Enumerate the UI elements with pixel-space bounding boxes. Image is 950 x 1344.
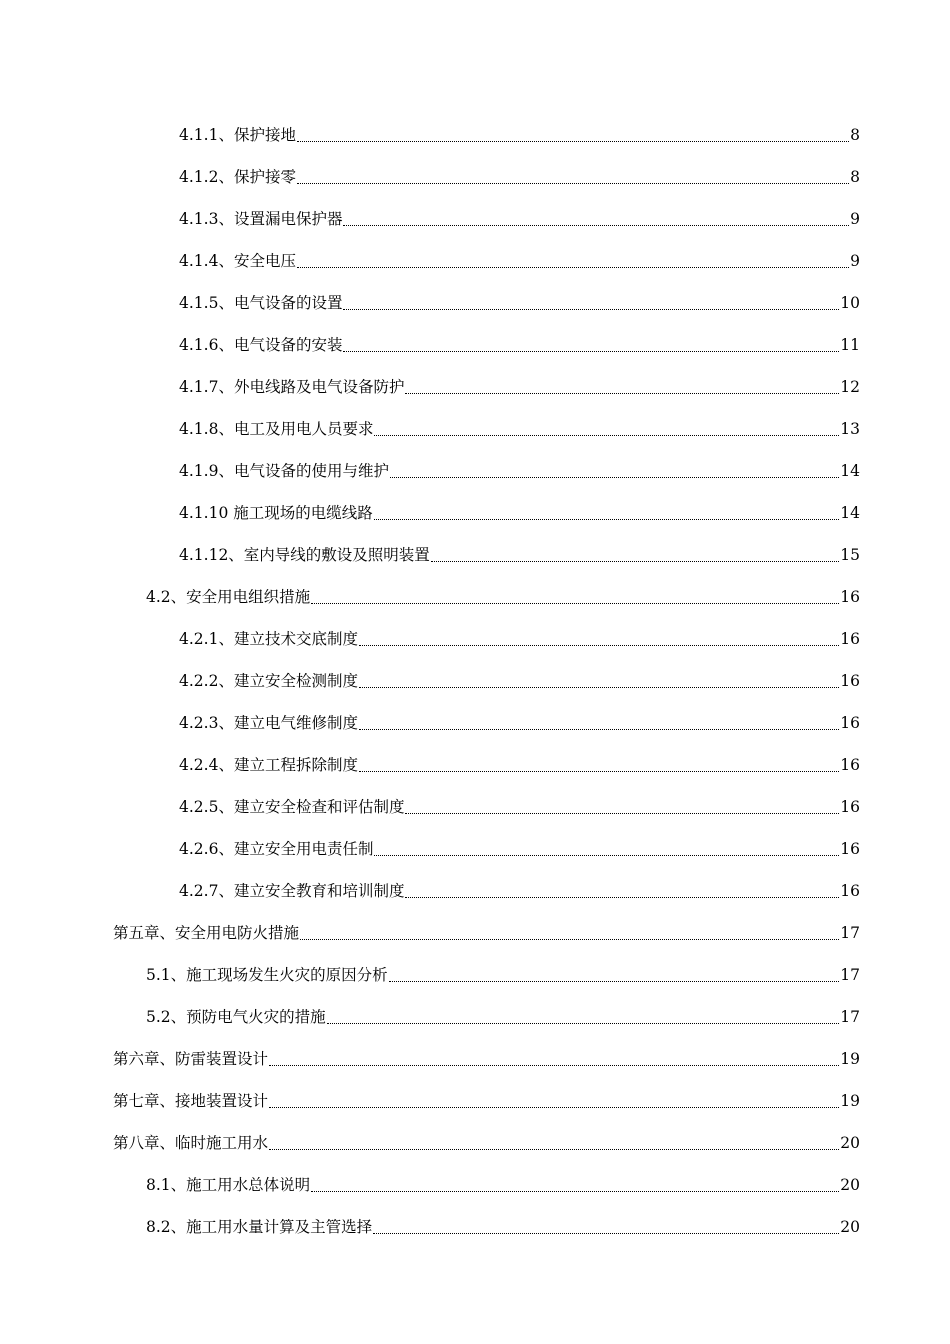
toc-entry-label: 4.1.8、电工及用电人员要求 (179, 420, 374, 438)
dot-leader (269, 1064, 839, 1066)
toc-entry-label: 8.2、施工用水量计算及主管选择 (146, 1218, 373, 1236)
toc-entry-page-number: 14 (840, 462, 860, 480)
toc-entry-page-number: 20 (840, 1134, 860, 1152)
toc-entry-label: 4.1.6、电气设备的安装 (179, 336, 343, 354)
toc-entry-page-number: 12 (840, 378, 860, 396)
toc-entry-label: 4.1.10 施工现场的电缆线路 (179, 504, 373, 522)
toc-entry-label: 4.1.5、电气设备的设置 (179, 294, 343, 312)
toc-entry-page-number: 8 (850, 126, 860, 144)
toc-entry[interactable] (0, 240, 950, 282)
toc-entry-label: 4.2.3、建立电气维修制度 (179, 714, 358, 732)
toc-entry-label: 第五章、安全用电防火措施 (113, 924, 300, 942)
toc-entry[interactable] (0, 1080, 950, 1122)
dot-leader (311, 1190, 839, 1192)
toc-entry[interactable] (0, 912, 950, 954)
toc-entry-label: 4.1.4、安全电压 (179, 252, 296, 270)
toc-entry[interactable] (0, 492, 950, 534)
dot-leader (374, 854, 839, 856)
toc-entry-label: 4.1.2、保护接零 (179, 168, 296, 186)
toc-entry[interactable] (0, 324, 950, 366)
toc-entry[interactable] (0, 576, 950, 618)
toc-entry-page-number: 17 (840, 966, 860, 984)
toc-entry-page-number: 14 (840, 504, 860, 522)
toc-entry-page-number: 16 (840, 798, 860, 816)
dot-leader (343, 350, 839, 352)
toc-entry-page-number: 9 (850, 252, 860, 270)
toc-entry-page-number: 20 (840, 1176, 860, 1194)
toc-entry[interactable] (0, 702, 950, 744)
toc-entry-page-number: 17 (840, 924, 860, 942)
toc-entry[interactable] (0, 282, 950, 324)
toc-entry-page-number: 13 (840, 420, 860, 438)
toc-entry-page-number: 16 (840, 714, 860, 732)
toc-entry-label: 4.1.3、设置漏电保护器 (179, 210, 343, 228)
toc-entry-page-number: 15 (840, 546, 860, 564)
dot-leader (390, 476, 839, 478)
toc-entry-label: 第七章、接地装置设计 (113, 1092, 269, 1110)
dot-leader (297, 182, 849, 184)
dot-leader (405, 896, 839, 898)
toc-entry-page-number: 16 (840, 588, 860, 606)
toc-entry-label: 4.2.4、建立工程拆除制度 (179, 756, 358, 774)
dot-leader (359, 728, 839, 730)
dot-leader (389, 980, 840, 982)
toc-entry[interactable] (0, 954, 950, 996)
toc-entry-label: 4.2、安全用电组织措施 (146, 588, 311, 606)
toc-entry-page-number: 16 (840, 630, 860, 648)
toc-entry-page-number: 19 (840, 1092, 860, 1110)
toc-entry[interactable] (0, 450, 950, 492)
dot-leader (311, 602, 839, 604)
toc-entry-label: 5.2、预防电气火灾的措施 (146, 1008, 326, 1026)
dot-leader (343, 308, 839, 310)
toc-entry-label: 5.1、施工现场发生火灾的原因分析 (146, 966, 388, 984)
dot-leader (269, 1148, 839, 1150)
dot-leader (431, 560, 839, 562)
toc-entry[interactable] (0, 408, 950, 450)
toc-entry-label: 4.2.5、建立安全检查和评估制度 (179, 798, 405, 816)
toc-entry[interactable] (0, 1038, 950, 1080)
toc-entry[interactable] (0, 828, 950, 870)
toc-entry-label: 4.1.1、保护接地 (179, 126, 296, 144)
toc-entry-page-number: 16 (840, 840, 860, 858)
toc-entry[interactable] (0, 1122, 950, 1164)
toc-entry-page-number: 16 (840, 672, 860, 690)
toc-entry[interactable] (0, 744, 950, 786)
dot-leader (405, 812, 839, 814)
toc-entry-page-number: 20 (840, 1218, 860, 1236)
dot-leader (297, 140, 849, 142)
toc-entry-label: 4.1.9、电气设备的使用与维护 (179, 462, 389, 480)
toc-entry[interactable] (0, 198, 950, 240)
dot-leader (359, 644, 839, 646)
dot-leader (374, 434, 839, 436)
dot-leader (297, 266, 849, 268)
table-of-contents (0, 114, 950, 1248)
dot-leader (269, 1106, 839, 1108)
toc-entry-label: 4.2.6、建立安全用电责任制 (179, 840, 374, 858)
toc-entry[interactable] (0, 114, 950, 156)
toc-entry-label: 4.1.12、室内导线的敷设及照明装置 (179, 546, 430, 564)
toc-entry[interactable] (0, 786, 950, 828)
toc-entry-page-number: 17 (840, 1008, 860, 1026)
dot-leader (343, 224, 849, 226)
dot-leader (359, 770, 839, 772)
toc-entry-label: 4.2.1、建立技术交底制度 (179, 630, 358, 648)
dot-leader (405, 392, 839, 394)
toc-entry[interactable] (0, 660, 950, 702)
toc-entry-label: 8.1、施工用水总体说明 (146, 1176, 311, 1194)
toc-entry-label: 第八章、临时施工用水 (113, 1134, 269, 1152)
dot-leader (373, 1232, 839, 1234)
toc-entry-page-number: 16 (840, 756, 860, 774)
dot-leader (359, 686, 839, 688)
toc-entry[interactable] (0, 618, 950, 660)
toc-entry-label: 4.2.7、建立安全教育和培训制度 (179, 882, 405, 900)
toc-entry-label: 4.2.2、建立安全检测制度 (179, 672, 358, 690)
toc-entry-page-number: 19 (840, 1050, 860, 1068)
toc-entry-page-number: 16 (840, 882, 860, 900)
toc-entry[interactable] (0, 996, 950, 1038)
toc-entry-label: 第六章、防雷装置设计 (113, 1050, 269, 1068)
toc-entry-label: 4.1.7、外电线路及电气设备防护 (179, 378, 405, 396)
dot-leader (300, 938, 839, 940)
toc-entry[interactable] (0, 156, 950, 198)
dot-leader (327, 1022, 840, 1024)
dot-leader (374, 518, 840, 520)
toc-entry[interactable] (0, 366, 950, 408)
toc-entry[interactable] (0, 1206, 950, 1248)
toc-entry[interactable] (0, 534, 950, 576)
toc-entry[interactable] (0, 1164, 950, 1206)
toc-entry-page-number: 11 (840, 336, 860, 354)
toc-entry-page-number: 8 (850, 168, 860, 186)
toc-entry-page-number: 9 (850, 210, 860, 228)
toc-entry-page-number: 10 (840, 294, 860, 312)
toc-entry[interactable] (0, 870, 950, 912)
